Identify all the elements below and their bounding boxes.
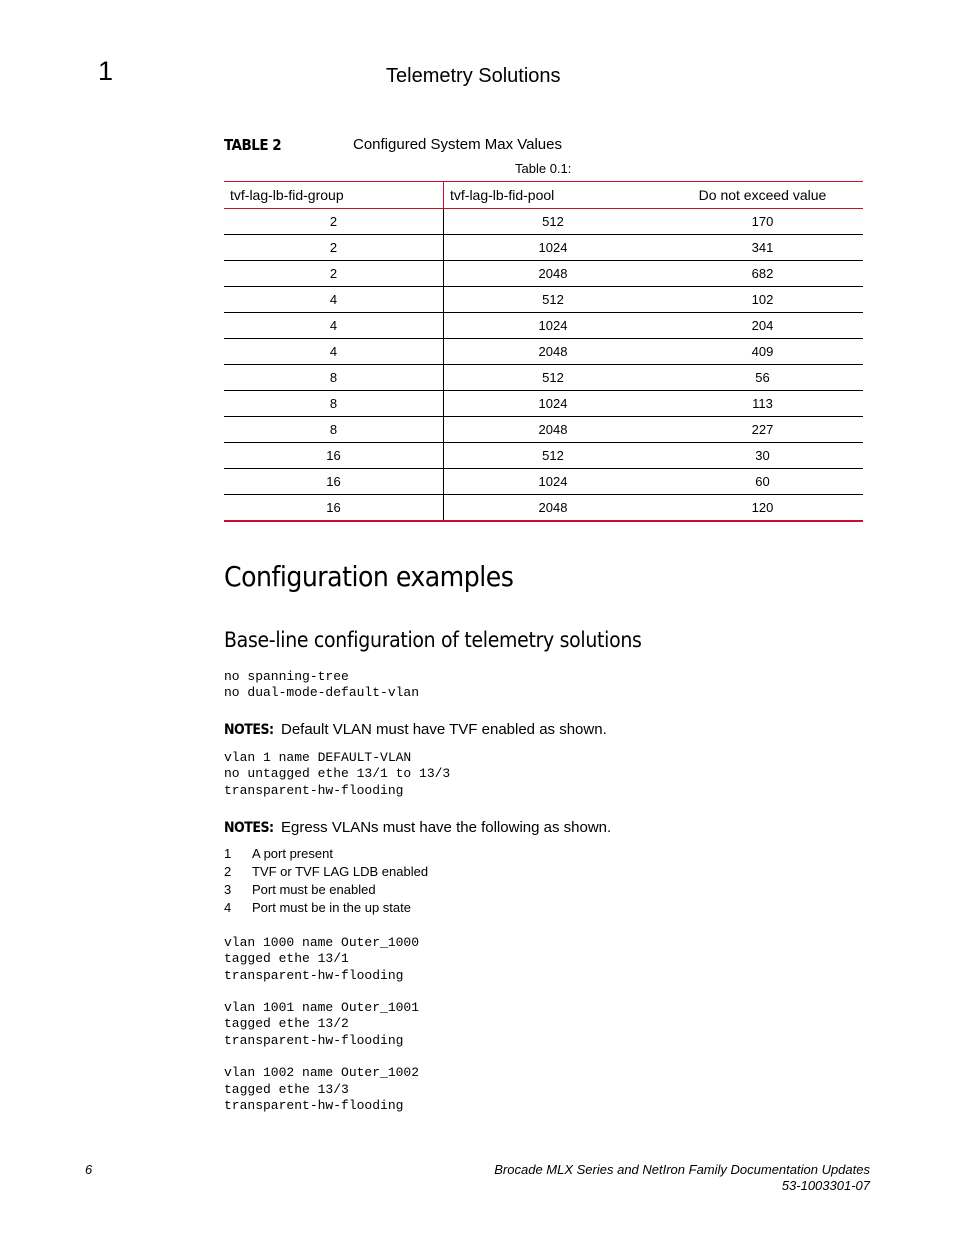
note-text: Default VLAN must have TVF enabled as shown.	[281, 721, 607, 738]
table-cell: 512	[444, 209, 663, 235]
table-cell: 341	[662, 235, 863, 261]
list-number: 2	[224, 864, 232, 879]
note	[224, 721, 607, 738]
table-cell: 4	[224, 287, 444, 313]
table-caption	[224, 136, 562, 154]
list-text: A port present	[252, 846, 333, 861]
table-cell: 204	[662, 313, 863, 339]
table-row	[224, 209, 863, 235]
table-subcaption: Table 0.1:	[515, 161, 572, 176]
note-label: NOTES:	[224, 722, 274, 738]
table-cell: 4	[224, 339, 444, 365]
list-number: 1	[224, 846, 232, 861]
table-row	[224, 365, 863, 391]
code-block: vlan 1 name DEFAULT-VLAN no untagged ethe 13/1 to 13/3 transparent-hw-flooding	[224, 750, 451, 798]
table-cell: 30	[662, 443, 863, 469]
table-cell: 4	[224, 313, 444, 339]
table-row	[224, 469, 863, 495]
table-cell: 682	[662, 261, 863, 287]
table-cell: 120	[662, 495, 863, 522]
table-cell: 2048	[444, 261, 663, 287]
running-title: Telemetry Solutions	[386, 65, 561, 87]
table-cell: 102	[662, 287, 863, 313]
table-cell: 113	[662, 391, 863, 417]
table-cell: 16	[224, 443, 444, 469]
table-cell: 1024	[444, 469, 663, 495]
table-cell: 56	[662, 365, 863, 391]
subsection-heading: Base-line configuration of telemetry solutions	[224, 628, 642, 652]
table-cell: 60	[662, 469, 863, 495]
chapter-number: 1	[98, 56, 114, 86]
table-cell: 16	[224, 469, 444, 495]
table-cell: 227	[662, 417, 863, 443]
table-cell: 512	[444, 287, 663, 313]
note-label: NOTES:	[224, 820, 274, 836]
table-row	[224, 313, 863, 339]
table-cell: 170	[662, 209, 863, 235]
table-cell: 16	[224, 495, 444, 522]
doc-title: Brocade MLX Series and NetIron Family Documentation Updates	[494, 1162, 870, 1177]
column-header: tvf-lag-lb-fid-group	[224, 182, 444, 209]
table-cell: 512	[444, 365, 663, 391]
section-heading: Configuration examples	[224, 560, 514, 593]
table-row	[224, 339, 863, 365]
table-cell: 1024	[444, 235, 663, 261]
table-row	[224, 391, 863, 417]
table-cell: 1024	[444, 391, 663, 417]
column-header: tvf-lag-lb-fid-pool	[444, 182, 663, 209]
table-cell: 8	[224, 365, 444, 391]
table-row	[224, 287, 863, 313]
table-cell: 2048	[444, 339, 663, 365]
code-block: no spanning-tree no dual-mode-default-vlan	[224, 669, 420, 701]
table-cell: 8	[224, 417, 444, 443]
table-cell: 1024	[444, 313, 663, 339]
column-header: Do not exceed value	[662, 182, 863, 209]
table-header-row	[224, 182, 863, 209]
table-label: TABLE 2	[224, 136, 282, 154]
list-text: TVF or TVF LAG LDB enabled	[252, 864, 429, 879]
page-footer	[494, 1162, 870, 1194]
list-text: Port must be enabled	[252, 882, 376, 897]
table-cell: 409	[662, 339, 863, 365]
table-cell: 2	[224, 209, 444, 235]
table-cell: 512	[444, 443, 663, 469]
list-number: 4	[224, 900, 232, 915]
doc-number: 53-1003301-07	[781, 1178, 870, 1193]
code-block: vlan 1000 name Outer_1000 tagged ethe 13/1 transparent-hw-flooding vlan 1001 name Outer_1001 tagged ethe 13/2 transparent-hw-flooding vlan 1002 name Outer_1002 tagged ethe 13/3 transparent-hw-flooding	[224, 935, 420, 1113]
table-row	[224, 495, 863, 522]
table-cell: 2	[224, 261, 444, 287]
table-row	[224, 443, 863, 469]
table-title: Configured System Max Values	[353, 136, 562, 153]
list-text: Port must be in the up state	[252, 900, 411, 915]
table-cell: 2048	[444, 495, 663, 522]
max-values-table	[224, 181, 863, 522]
table-row	[224, 235, 863, 261]
table-cell: 2048	[444, 417, 663, 443]
table-row	[224, 417, 863, 443]
table-cell: 2	[224, 235, 444, 261]
table-row	[224, 261, 863, 287]
page-number: 6	[85, 1162, 93, 1177]
note	[224, 819, 612, 836]
list-number: 3	[224, 882, 232, 897]
note-text: Egress VLANs must have the following as shown.	[281, 819, 612, 836]
table-cell: 8	[224, 391, 444, 417]
